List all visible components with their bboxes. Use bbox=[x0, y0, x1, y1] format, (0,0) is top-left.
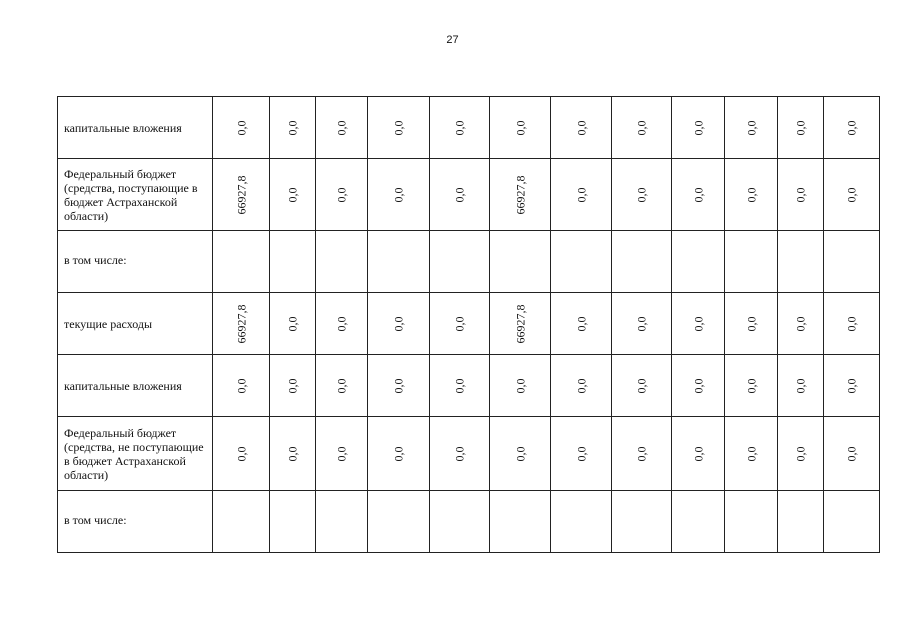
row-label: текущие расходы bbox=[64, 316, 153, 331]
value-cell bbox=[778, 417, 824, 491]
cell-value: 0,0 bbox=[452, 120, 467, 135]
value-cell bbox=[270, 293, 316, 355]
value-cell bbox=[778, 97, 824, 159]
cell-value: 0,0 bbox=[844, 316, 859, 331]
table-row bbox=[58, 159, 880, 231]
cell-value: 0,0 bbox=[574, 120, 588, 135]
table-row bbox=[58, 491, 880, 553]
table-row bbox=[58, 97, 880, 159]
row-label-cell bbox=[58, 159, 213, 231]
value-cell bbox=[490, 97, 551, 159]
cell-value: 0,0 bbox=[452, 187, 467, 202]
value-cell bbox=[316, 231, 368, 293]
value-cell bbox=[824, 293, 880, 355]
cell-value: 0,0 bbox=[334, 187, 349, 202]
value-cell bbox=[213, 159, 270, 231]
cell-value: 66927,8 bbox=[513, 175, 527, 214]
value-cell bbox=[368, 417, 430, 491]
value-cell bbox=[551, 355, 612, 417]
cell-value: 0,0 bbox=[513, 120, 527, 135]
value-cell bbox=[725, 417, 778, 491]
cell-value: 0,0 bbox=[574, 446, 588, 461]
value-cell bbox=[430, 491, 490, 553]
value-cell bbox=[213, 417, 270, 491]
cell-value: 66927,8 bbox=[513, 304, 527, 343]
value-cell bbox=[430, 417, 490, 491]
value-cell bbox=[612, 355, 672, 417]
value-cell bbox=[778, 491, 824, 553]
value-cell bbox=[824, 355, 880, 417]
value-cell bbox=[368, 355, 430, 417]
value-cell bbox=[612, 417, 672, 491]
value-cell bbox=[316, 293, 368, 355]
cell-value: 0,0 bbox=[634, 316, 649, 331]
page-number: 27 bbox=[446, 34, 459, 46]
value-cell bbox=[490, 417, 551, 491]
cell-value: 0,0 bbox=[634, 120, 649, 135]
value-cell bbox=[490, 231, 551, 293]
cell-value: 0,0 bbox=[285, 316, 300, 331]
value-cell bbox=[778, 159, 824, 231]
cell-value: 0,0 bbox=[574, 187, 588, 202]
row-label: в том числе: bbox=[64, 513, 127, 527]
cell-value: 0,0 bbox=[691, 187, 705, 202]
cell-value: 0,0 bbox=[744, 120, 758, 135]
table-row bbox=[58, 231, 880, 293]
value-cell bbox=[430, 97, 490, 159]
cell-value: 0,0 bbox=[334, 316, 349, 331]
cell-value: 0,0 bbox=[391, 446, 406, 461]
value-cell bbox=[672, 491, 725, 553]
cell-value: 0,0 bbox=[574, 378, 588, 393]
value-cell bbox=[551, 417, 612, 491]
cell-value: 0,0 bbox=[793, 120, 808, 135]
value-cell bbox=[672, 159, 725, 231]
cell-value: 0,0 bbox=[285, 378, 300, 393]
cell-value: 0,0 bbox=[334, 120, 349, 135]
value-cell bbox=[270, 159, 316, 231]
value-cell bbox=[430, 231, 490, 293]
value-cell bbox=[824, 417, 880, 491]
value-cell bbox=[824, 97, 880, 159]
value-cell bbox=[316, 159, 368, 231]
value-cell bbox=[725, 231, 778, 293]
table-row bbox=[58, 355, 880, 417]
value-cell bbox=[778, 355, 824, 417]
value-cell bbox=[725, 491, 778, 553]
value-cell bbox=[551, 293, 612, 355]
value-cell bbox=[213, 97, 270, 159]
cell-value: 0,0 bbox=[844, 187, 859, 202]
row-label-cell bbox=[58, 231, 213, 293]
value-cell bbox=[551, 491, 612, 553]
cell-value: 0,0 bbox=[513, 446, 527, 461]
row-label: капитальные вложения bbox=[64, 120, 182, 135]
value-cell bbox=[213, 491, 270, 553]
value-cell bbox=[824, 491, 880, 553]
value-cell bbox=[430, 159, 490, 231]
cell-value: 0,0 bbox=[634, 187, 649, 202]
value-cell bbox=[316, 417, 368, 491]
value-cell bbox=[725, 293, 778, 355]
value-cell bbox=[316, 97, 368, 159]
value-cell bbox=[490, 355, 551, 417]
value-cell bbox=[490, 293, 551, 355]
value-cell bbox=[725, 97, 778, 159]
cell-value: 0,0 bbox=[691, 120, 705, 135]
value-cell bbox=[270, 355, 316, 417]
value-cell bbox=[430, 355, 490, 417]
cell-value: 0,0 bbox=[744, 187, 758, 202]
value-cell bbox=[368, 491, 430, 553]
cell-value: 0,0 bbox=[844, 378, 859, 393]
value-cell bbox=[213, 231, 270, 293]
value-cell bbox=[612, 159, 672, 231]
value-cell bbox=[368, 159, 430, 231]
value-cell bbox=[270, 417, 316, 491]
value-cell bbox=[270, 231, 316, 293]
value-cell bbox=[490, 491, 551, 553]
value-cell bbox=[316, 491, 368, 553]
cell-value: 0,0 bbox=[285, 187, 300, 202]
value-cell bbox=[778, 293, 824, 355]
value-cell bbox=[824, 159, 880, 231]
cell-value: 0,0 bbox=[574, 316, 588, 331]
cell-value: 0,0 bbox=[234, 378, 248, 393]
row-label: Федеральный бюджет (средства, не поступающие в бюджет Астраханской области) bbox=[64, 425, 204, 482]
row-label: в том числе: bbox=[64, 253, 127, 267]
row-label-cell bbox=[58, 97, 213, 159]
value-cell bbox=[213, 355, 270, 417]
value-cell bbox=[316, 355, 368, 417]
row-label-cell bbox=[58, 355, 213, 417]
cell-value: 0,0 bbox=[391, 120, 406, 135]
cell-value: 0,0 bbox=[391, 316, 406, 331]
value-cell bbox=[430, 293, 490, 355]
cell-value: 0,0 bbox=[452, 316, 467, 331]
cell-value: 0,0 bbox=[793, 187, 808, 202]
value-cell bbox=[725, 355, 778, 417]
cell-value: 0,0 bbox=[285, 446, 300, 461]
cell-value: 0,0 bbox=[634, 378, 649, 393]
cell-value: 0,0 bbox=[844, 120, 859, 135]
cell-value: 0,0 bbox=[452, 446, 467, 461]
cell-value: 0,0 bbox=[691, 378, 705, 393]
value-cell bbox=[368, 97, 430, 159]
cell-value: 0,0 bbox=[452, 378, 467, 393]
value-cell bbox=[551, 97, 612, 159]
value-cell bbox=[824, 231, 880, 293]
value-cell bbox=[270, 491, 316, 553]
table-row bbox=[58, 417, 880, 491]
value-cell bbox=[612, 293, 672, 355]
value-cell bbox=[612, 491, 672, 553]
cell-value: 0,0 bbox=[234, 446, 248, 461]
table-body bbox=[58, 97, 880, 553]
value-cell bbox=[551, 159, 612, 231]
value-cell bbox=[612, 97, 672, 159]
value-cell bbox=[213, 293, 270, 355]
cell-value: 0,0 bbox=[691, 316, 705, 331]
cell-value: 0,0 bbox=[793, 316, 808, 331]
cell-value: 0,0 bbox=[691, 446, 705, 461]
value-cell bbox=[551, 231, 612, 293]
value-cell bbox=[672, 355, 725, 417]
cell-value: 0,0 bbox=[634, 446, 649, 461]
value-cell bbox=[725, 159, 778, 231]
value-cell bbox=[778, 231, 824, 293]
value-cell bbox=[270, 97, 316, 159]
cell-value: 0,0 bbox=[793, 378, 808, 393]
cell-value: 0,0 bbox=[391, 187, 406, 202]
value-cell bbox=[672, 417, 725, 491]
value-cell bbox=[672, 293, 725, 355]
cell-value: 0,0 bbox=[744, 378, 758, 393]
cell-value: 0,0 bbox=[334, 446, 349, 461]
cell-value: 66927,8 bbox=[234, 175, 248, 214]
cell-value: 66927,8 bbox=[234, 304, 248, 343]
cell-value: 0,0 bbox=[744, 316, 758, 331]
cell-value: 0,0 bbox=[844, 446, 859, 461]
budget-table bbox=[57, 96, 880, 553]
cell-value: 0,0 bbox=[285, 120, 300, 135]
cell-value: 0,0 bbox=[234, 120, 248, 135]
value-cell bbox=[672, 231, 725, 293]
table-row bbox=[58, 293, 880, 355]
row-label: капитальные вложения bbox=[64, 378, 182, 393]
cell-value: 0,0 bbox=[334, 378, 349, 393]
cell-value: 0,0 bbox=[513, 378, 527, 393]
value-cell bbox=[490, 159, 551, 231]
row-label-cell bbox=[58, 417, 213, 491]
row-label: Федеральный бюджет (средства, поступающие в бюджет Астраханской области) bbox=[64, 166, 198, 223]
value-cell bbox=[368, 231, 430, 293]
row-label-cell bbox=[58, 293, 213, 355]
value-cell bbox=[612, 231, 672, 293]
cell-value: 0,0 bbox=[744, 446, 758, 461]
value-cell bbox=[672, 97, 725, 159]
row-label-cell bbox=[58, 491, 213, 553]
cell-value: 0,0 bbox=[793, 446, 808, 461]
value-cell bbox=[368, 293, 430, 355]
cell-value: 0,0 bbox=[391, 378, 406, 393]
